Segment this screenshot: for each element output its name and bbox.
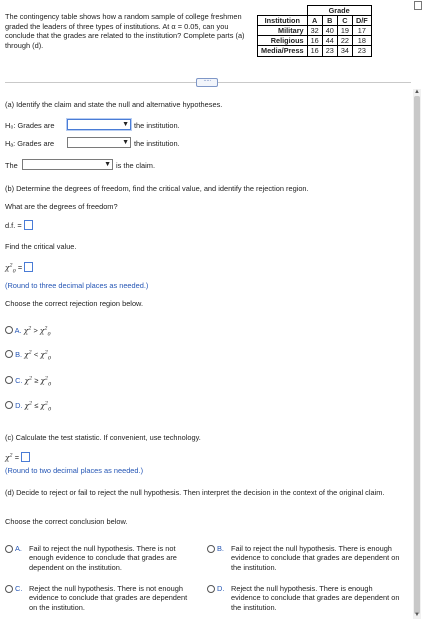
column-header: C — [337, 16, 352, 26]
rejection-option-b[interactable]: B. $\chi^2 < \chi^2_0$ — [5, 350, 51, 359]
problem-statement: The contingency table shows how a random sample of college freshmen graded the leaders of three types of institutions. At α = 0.05, can you conclude that the grades are related to the institution? Complete parts (a) through (d). — [5, 12, 245, 50]
rejection-prompt: Choose the correct rejection region below. — [5, 299, 144, 308]
df-input[interactable] — [24, 220, 33, 230]
row-label: Religious — [258, 36, 308, 46]
table-row — [258, 46, 372, 56]
df-label: d.f. = — [5, 221, 22, 230]
part-b-prompt: (b) Determine the degrees of freedom, find the critical value, and identify the rejection region. — [5, 184, 309, 193]
column-header: D/F — [352, 16, 371, 26]
table-cell: 19 — [337, 26, 352, 36]
scroll-down-arrow-icon[interactable]: ▼ — [414, 612, 420, 618]
table-cell: 16 — [307, 36, 322, 46]
table-cell: 23 — [322, 46, 337, 56]
table-row — [258, 36, 372, 46]
conclusion-text: Reject the null hypothesis. There is enough evidence to conclude that grades are dependent on the institution. — [231, 584, 400, 612]
radio-button[interactable] — [5, 376, 13, 384]
column-header: B — [322, 16, 337, 26]
radio-button[interactable] — [5, 326, 13, 334]
table-cell: 40 — [322, 26, 337, 36]
table-cell: 32 — [307, 26, 322, 36]
critical-value-row: $\chi^2_0$ = — [5, 262, 33, 272]
critical-rounding-note: (Round to three decimal places as needed.) — [5, 281, 149, 290]
chevron-down-icon: ▼ — [122, 139, 129, 146]
radio-button[interactable] — [5, 585, 13, 593]
table-cell: 44 — [322, 36, 337, 46]
radio-button[interactable] — [5, 350, 13, 358]
critical-question: Find the critical value. — [5, 242, 77, 251]
conclusion-text: Fail to reject the null hypothesis. There is enough evidence to conclude that grades are dependent on the institution. — [231, 544, 400, 572]
expand-button[interactable]: ····· — [196, 78, 218, 87]
part-a-prompt: (a) Identify the claim and state the null and alternative hypotheses. — [5, 100, 223, 109]
h0-dropdown[interactable] — [67, 119, 131, 130]
test-stat-rounding-note: (Round to two decimal places as needed.) — [5, 466, 144, 475]
ha-suffix: the institution. — [134, 139, 180, 148]
ha-label: Hₐ: Grades are — [5, 139, 55, 148]
h0-suffix: the institution. — [134, 121, 180, 130]
radio-button[interactable] — [5, 545, 13, 553]
chevron-down-icon: ▼ — [122, 121, 129, 128]
scrollbar-thumb[interactable] — [414, 96, 420, 614]
chi-square-symbol: $\chi^2$ — [5, 452, 13, 462]
table-cell: 17 — [352, 26, 371, 36]
claim-dropdown[interactable] — [22, 159, 113, 170]
row-label: Media/Press — [258, 46, 308, 56]
radio-button[interactable] — [207, 585, 215, 593]
conclusion-text: Reject the null hypothesis. There is not enough evidence to conclude that grades are dependent on the institution. — [29, 584, 188, 612]
df-question: What are the degrees of freedom? — [5, 202, 118, 211]
rejection-option-c[interactable]: C. $\chi^2 \ge \chi^2_0$ — [5, 376, 51, 385]
radio-button[interactable] — [207, 545, 215, 553]
table-row — [258, 26, 372, 36]
chevron-down-icon: ▼ — [104, 161, 111, 168]
critical-value-input[interactable] — [24, 262, 33, 272]
popout-icon[interactable] — [414, 1, 422, 10]
table-corner — [258, 6, 308, 16]
contingency-table — [257, 5, 372, 57]
table-cell: 18 — [352, 36, 371, 46]
test-statistic-input[interactable] — [21, 452, 30, 462]
part-d-prompt: (d) Decide to reject or fail to reject the null hypothesis. Then interpret the decision in the context of the original claim. — [5, 488, 385, 497]
claim-prefix: The — [5, 161, 18, 170]
scroll-up-arrow-icon[interactable]: ▲ — [414, 89, 420, 95]
radio-button[interactable] — [5, 401, 13, 409]
chi-square-critical-symbol: $\chi^2_0$ — [5, 262, 16, 275]
part-c-prompt: (c) Calculate the test statistic. If convenient, use technology. — [5, 433, 201, 442]
grade-header: Grade — [307, 6, 371, 16]
table-cell: 16 — [307, 46, 322, 56]
institution-header: Institution — [258, 16, 308, 26]
df-row — [5, 220, 33, 230]
test-statistic-row: $\chi^2$ = — [5, 452, 30, 462]
h0-label: H₀: Grades are — [5, 121, 55, 130]
table-cell: 34 — [337, 46, 352, 56]
ha-dropdown[interactable] — [67, 137, 131, 148]
column-header: A — [307, 16, 322, 26]
conclusion-text: Fail to reject the null hypothesis. There is not enough evidence to conclude that grades are dependent on the institution. — [29, 544, 177, 572]
rejection-option-a[interactable]: A. $\chi^2 > \chi^2_0$ — [5, 326, 51, 335]
table-cell: 22 — [337, 36, 352, 46]
rejection-option-d[interactable]: D. $\chi^2 \le \chi^2_0$ — [5, 401, 51, 410]
row-label: Military — [258, 26, 308, 36]
claim-suffix: is the claim. — [116, 161, 156, 170]
conclusion-prompt: Choose the correct conclusion below. — [5, 517, 128, 526]
table-cell: 23 — [352, 46, 371, 56]
